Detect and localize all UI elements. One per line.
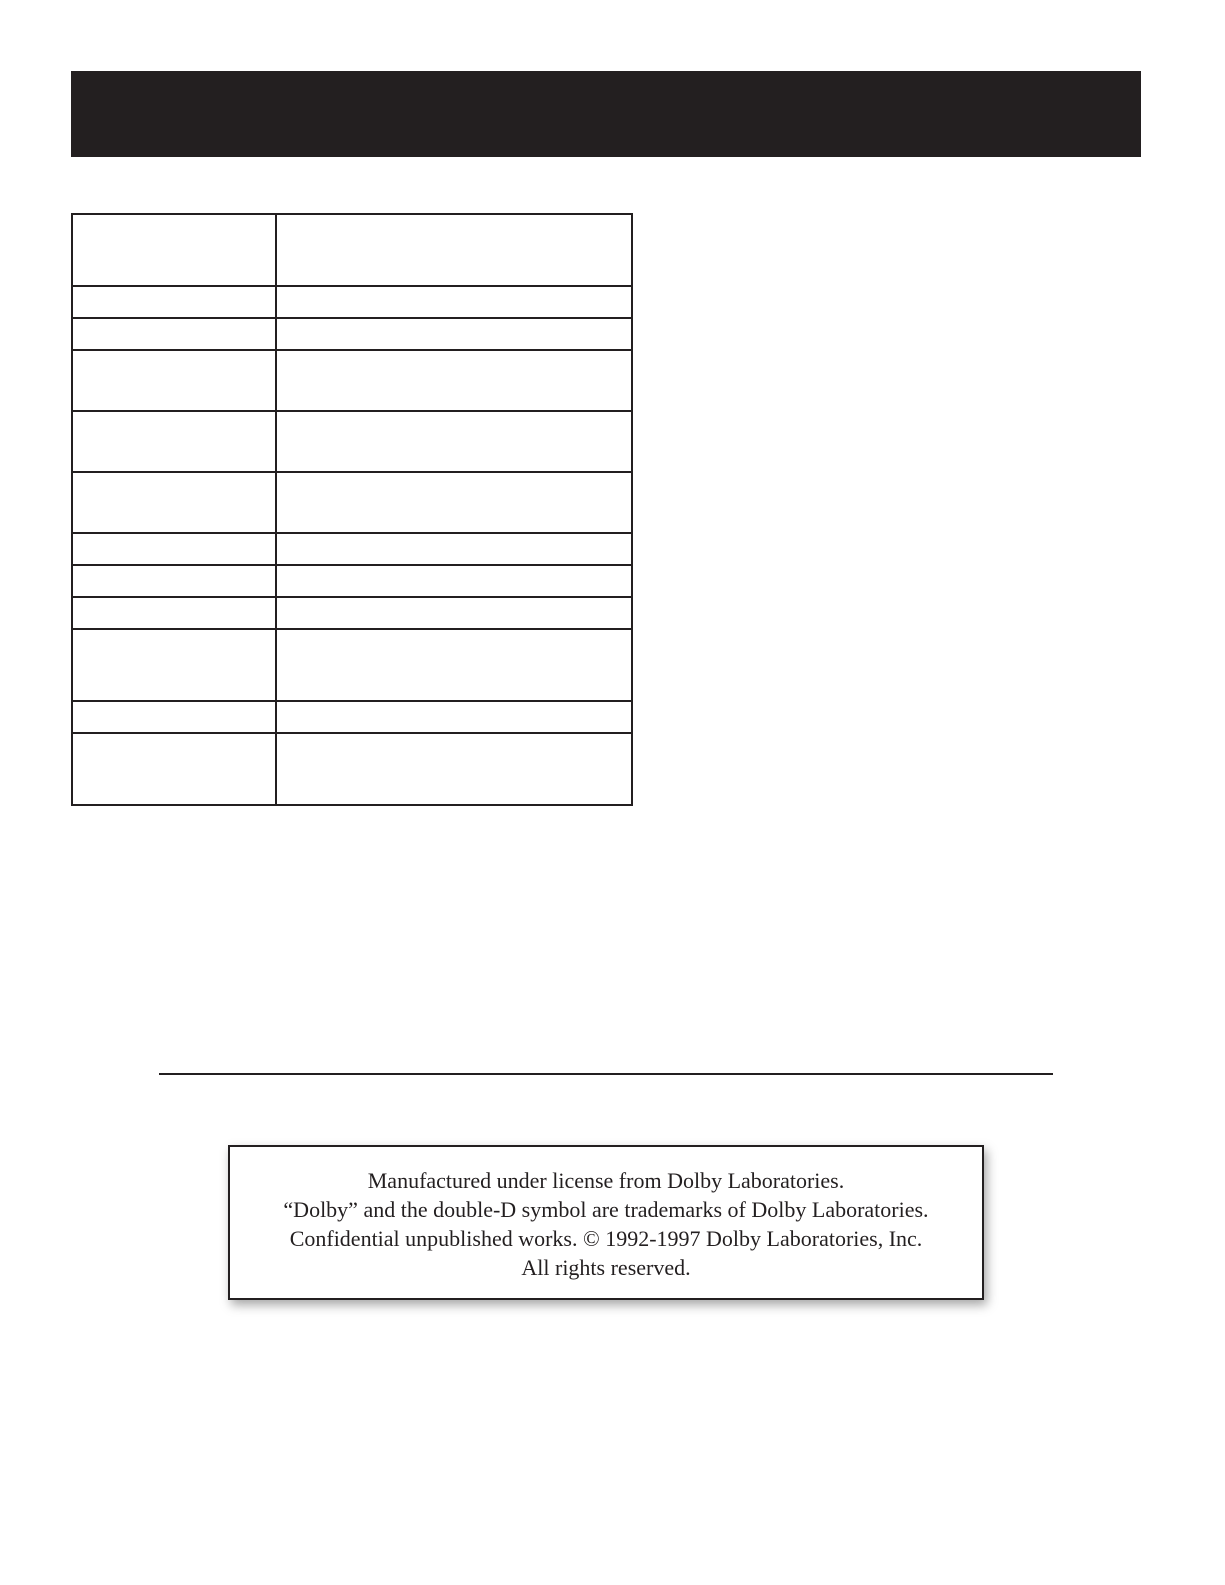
table-row [72,286,632,318]
notice-line-rights: All rights reserved. [521,1255,691,1280]
table-cell [276,629,632,701]
table-cell [72,701,276,733]
table-cell [276,597,632,629]
table-row [72,701,632,733]
table-row [72,214,632,286]
table-cell [72,286,276,318]
notice-line-trademark: “Dolby” and the double-D symbol are trademarks of Dolby Laboratories. [283,1197,929,1222]
table-cell [276,472,632,533]
table-row [72,733,632,805]
spec-table [71,213,633,806]
table-cell [276,733,632,805]
table-row [72,411,632,472]
table-cell [72,214,276,286]
table-cell [276,701,632,733]
table-cell [276,286,632,318]
notice-line-license: Manufactured under license from Dolby Laboratories. [367,1168,845,1193]
table-cell [72,318,276,350]
table-row [72,565,632,597]
table-row [72,472,632,533]
table-cell [72,629,276,701]
table-row [72,350,632,411]
table-cell [276,411,632,472]
table-row [72,318,632,350]
notice-line-copyright: Confidential unpublished works. © 1992-1997 Dolby Laboratories, Inc. [289,1226,923,1251]
dolby-license-notice [228,1145,984,1300]
table-cell [72,733,276,805]
header-bar [71,71,1141,157]
table-cell [276,533,632,565]
table-cell [72,350,276,411]
table-cell [72,565,276,597]
table-cell [72,597,276,629]
table-cell [276,318,632,350]
table-row [72,533,632,565]
table-row [72,629,632,701]
horizontal-divider [159,1073,1053,1075]
table-cell [276,350,632,411]
table-cell [72,411,276,472]
table-cell [276,214,632,286]
table-cell [72,533,276,565]
table-cell [276,565,632,597]
table-cell [72,472,276,533]
table-row [72,597,632,629]
